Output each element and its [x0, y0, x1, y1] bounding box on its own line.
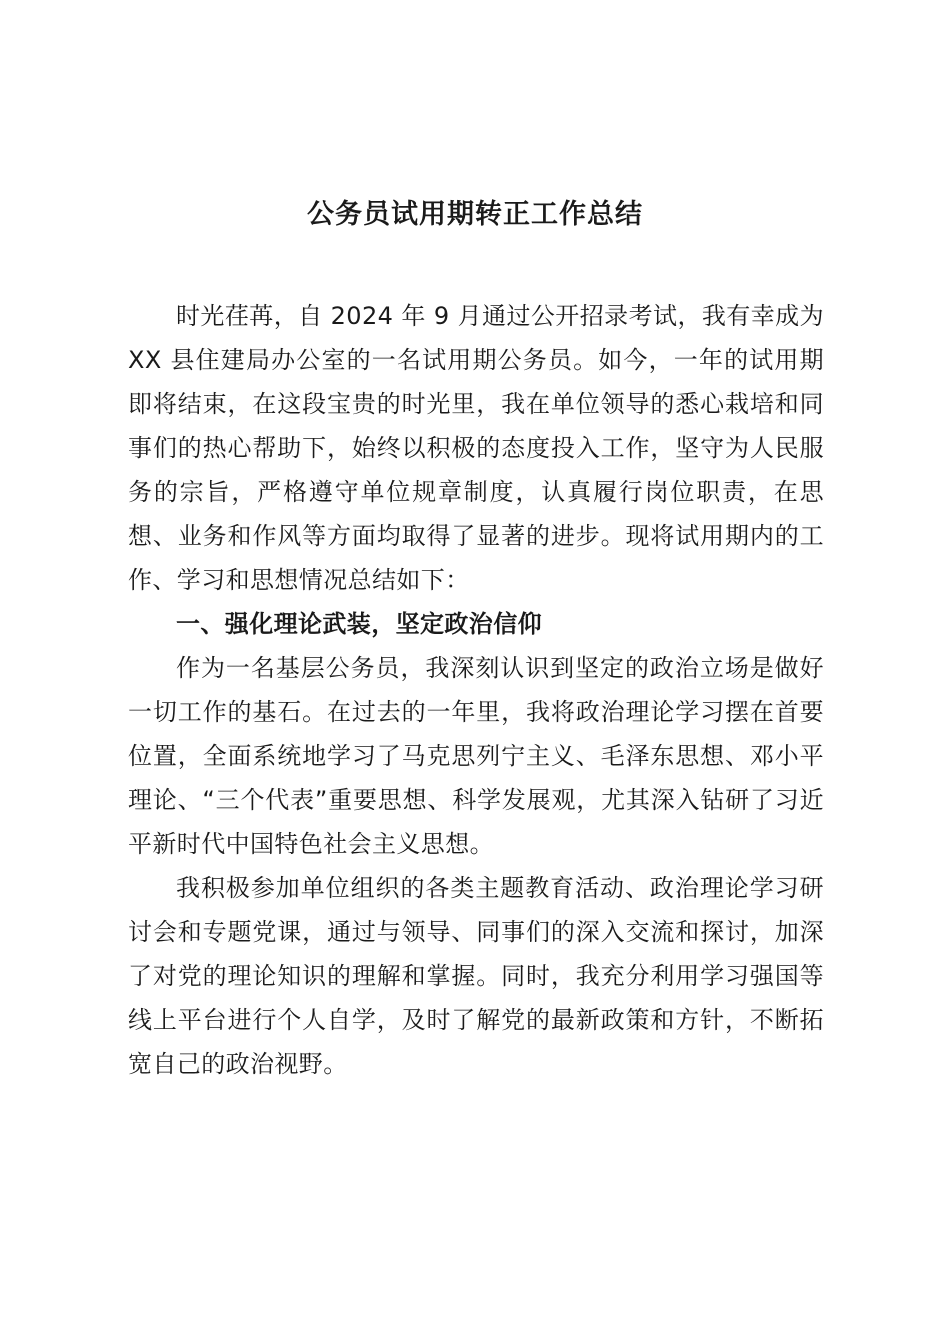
- document-body: [128, 294, 824, 1086]
- body-paragraph: 我积极参加单位组织的各类主题教育活动、政治理论学习研讨会和专题党课，通过与领导、同事们的深入交流和探讨，加深了对党的理论知识的理解和掌握。同时，我充分利用学习强国等线上平台进行个人自学，及时了解党的最新政策和方针，不断拓宽自己的政治视野。: [128, 874, 824, 1078]
- section-heading: 一、强化理论武装，坚定政治信仰: [176, 610, 542, 638]
- body-paragraph: 作为一名基层公务员，我深刻认识到坚定的政治立场是做好一切工作的基石。在过去的一年里，我将政治理论学习摆在首要位置，全面系统地学习了马克思列宁主义、毛泽东思想、邓小平理论、“三个代表”重要思想、科学发展观，尤其深入钻研了习近平新时代中国特色社会主义思想。: [128, 654, 824, 858]
- document-title: 公务员试用期转正工作总结: [307, 199, 643, 230]
- intro-paragraph: 时光荏苒，自 2024 年 9 月通过公开招录考试，我有幸成为 XX 县住建局办公室的一名试用期公务员。如今，一年的试用期即将结束，在这段宝贵的时光里，我在单位领导的悉心栽培和同事们的热心帮助下，始终以积极的态度投入工作，坚守为人民服务的宗旨，严格遵守单位规章制度，认真履行岗位职责，在思想、业务和作风等方面均取得了显著的进步。现将试用期内的工作、学习和思想情况总结如下：: [128, 302, 824, 594]
